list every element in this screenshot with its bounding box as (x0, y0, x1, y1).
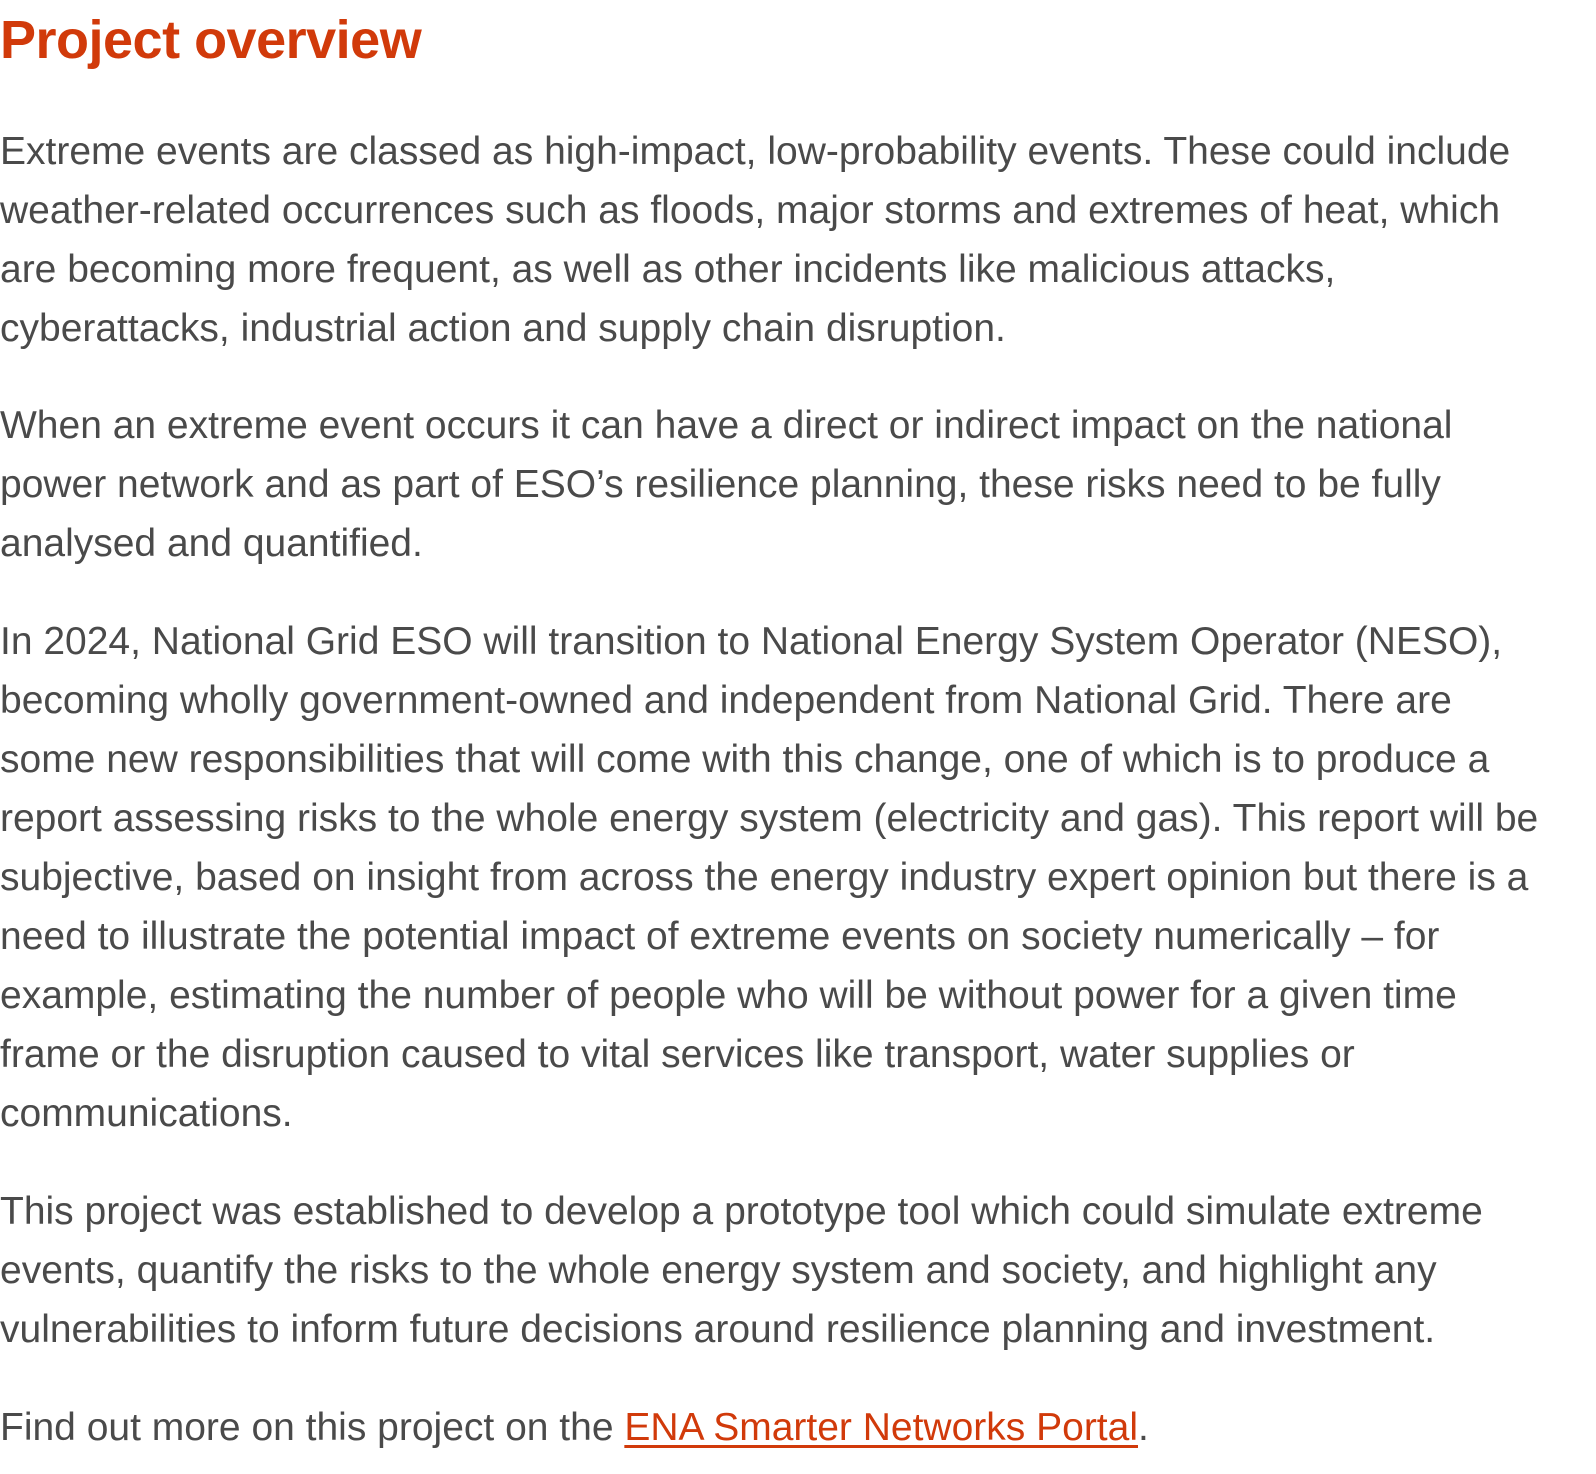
find-out-more-suffix: . (1138, 1406, 1149, 1449)
ena-portal-link[interactable]: ENA Smarter Networks Portal (624, 1406, 1138, 1449)
paragraph-neso-transition: In 2024, National Grid ESO will transition to National Energy System Operator (NESO), becoming wholly government-owned and independent from National Grid. There are some new responsibilities that will come with this change, one of which is to produce a report assessing risks to the whole energy system (electricity and gas). This report will be subjective, based on insight from across the energy industry expert opinion but there is a need to illustrate the potential impact of extreme events on society numerically – for example, estimating the number of people who will be without power for a given time frame or the disruption caused to vital services like transport, water supplies or communications. (0, 620, 1539, 1135)
paragraph-project-purpose: This project was established to develop a prototype tool which could simulate extreme events, quantify the risks to the whole energy system and society, and highlight any vulnerabilities to inform future decisions around resilience planning and investment. (0, 1190, 1483, 1351)
page-title: Project overview (0, 10, 422, 70)
find-out-more-text (0, 1398, 1556, 1457)
find-out-more-prefix: Find out more on this project on the (0, 1406, 625, 1449)
paragraph-impact: When an extreme event occurs it can have a direct or indirect impact on the national power network and as part of ESO’s resilience planning, these risks need to be fully analysed and quantified. (0, 404, 1453, 565)
paragraph-extreme-events: Extreme events are classed as high-impact, low-probability events. These could include weather-related occurrences such as floods, major storms and extremes of heat, which are becoming more frequent, as well as other incidents like malicious attacks, cyberattacks, industrial action and supply chain disruption. (0, 130, 1511, 350)
